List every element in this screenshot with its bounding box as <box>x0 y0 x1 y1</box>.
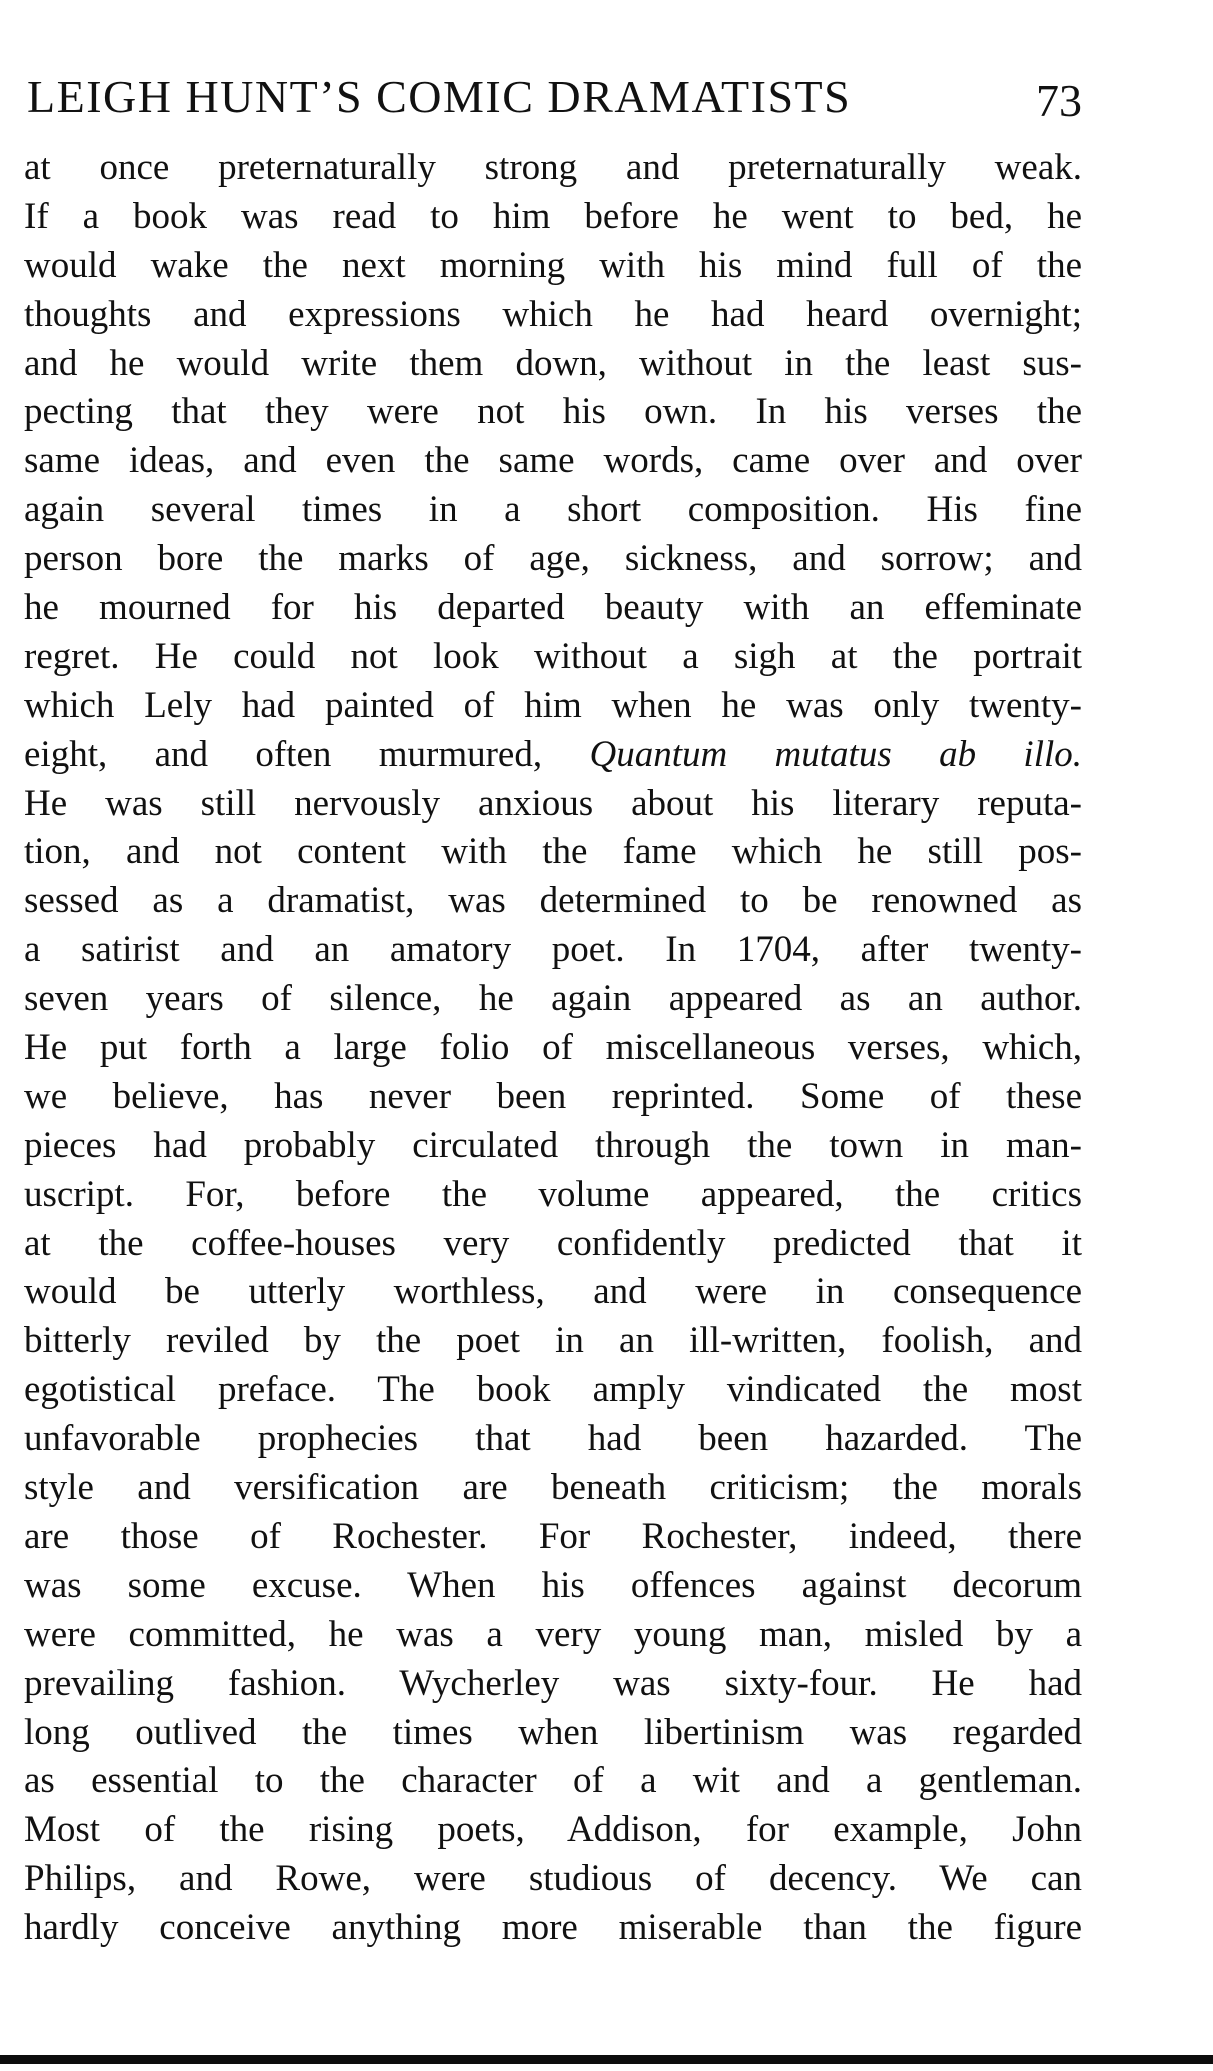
text-line: sessed as a dramatist, was determined to be renowned as <box>24 880 1082 922</box>
text-line: and he would write them down, without in the least sus- <box>24 342 1082 384</box>
running-head-title: LEIGH HUNT’S COMIC DRAMATISTS <box>27 71 852 122</box>
text-line: are those of Rochester. For Rochester, indeed, there <box>24 1515 1082 1557</box>
text-line: we believe, has never been reprinted. Some of these <box>24 1075 1082 1117</box>
text-line: prevailing fashion. Wycherley was sixty-four. He had <box>24 1662 1082 1704</box>
text-line: long outlived the times when libertinism was regarded <box>24 1711 1082 1753</box>
text-line: unfavorable prophecies that had been hazarded. The <box>24 1418 1082 1460</box>
text-line: would be utterly worthless, and were in consequence <box>24 1271 1082 1313</box>
text-line: as essential to the character of a wit and a gentleman. <box>24 1760 1082 1802</box>
running-head <box>24 60 1082 130</box>
text-line: at once preternaturally strong and preternaturally weak. <box>24 147 1082 188</box>
text-line: would wake the next morning with his mind full of the <box>24 244 1082 286</box>
text-line: bitterly reviled by the poet in an ill-written, foolish, and <box>24 1320 1082 1362</box>
text-line: seven years of silence, he again appeared as an author. <box>24 978 1082 1020</box>
text-line: uscript. For, before the volume appeared, the critics <box>24 1173 1082 1215</box>
text-line: regret. He could not look without a sigh at the portrait <box>24 635 1082 677</box>
page-number: 73 <box>1036 75 1082 126</box>
text-line: person bore the marks of age, sickness, and sorrow; and <box>24 538 1082 580</box>
text-line: at the coffee-houses very confidently predicted that it <box>24 1222 1082 1264</box>
text-line: was some excuse. When his offences against decorum <box>24 1564 1082 1606</box>
text-line: hardly conceive anything more miserable than the figure <box>24 1907 1082 1949</box>
text-line: pieces had probably circulated through the town in man- <box>24 1124 1082 1166</box>
body-text <box>24 144 1082 1953</box>
text-line: which Lely had painted of him when he was only twenty- <box>24 684 1082 726</box>
text-line: thoughts and expressions which he had heard overnight; <box>24 293 1082 335</box>
text-line: again several times in a short composition. His fine <box>24 489 1082 531</box>
text-line: style and versification are beneath criticism; the morals <box>24 1467 1082 1509</box>
text-line: He put forth a large folio of miscellaneous verses, which, <box>24 1027 1082 1069</box>
text-line: Most of the rising poets, Addison, for example, John <box>24 1809 1082 1851</box>
text-line: were committed, he was a very young man, misled by a <box>24 1613 1082 1655</box>
text-line: he mourned for his departed beauty with an effeminate <box>24 587 1082 629</box>
latin-quote: Quantum mutatus ab illo. <box>589 733 1083 775</box>
text-line: a satirist and an amatory poet. In 1704, after twenty- <box>24 929 1082 971</box>
text-line: pecting that they were not his own. In his verses the <box>24 391 1082 433</box>
text-line-start: eight, and often murmured, <box>24 733 543 775</box>
text-line: egotistical preface. The book amply vindicated the most <box>24 1369 1082 1411</box>
bottom-rule <box>0 2055 1213 2064</box>
book-page <box>24 60 1082 1953</box>
text-line: tion, and not content with the fame which he still pos- <box>24 831 1082 873</box>
text-line: Philips, and Rowe, were studious of decency. We can <box>24 1858 1082 1900</box>
text-line: If a book was read to him before he went to bed, he <box>24 195 1082 237</box>
text-line: He was still nervously anxious about his literary reputa- <box>24 782 1082 824</box>
text-line: same ideas, and even the same words, came over and over <box>24 440 1082 482</box>
text-line-with-quote <box>24 731 1082 780</box>
